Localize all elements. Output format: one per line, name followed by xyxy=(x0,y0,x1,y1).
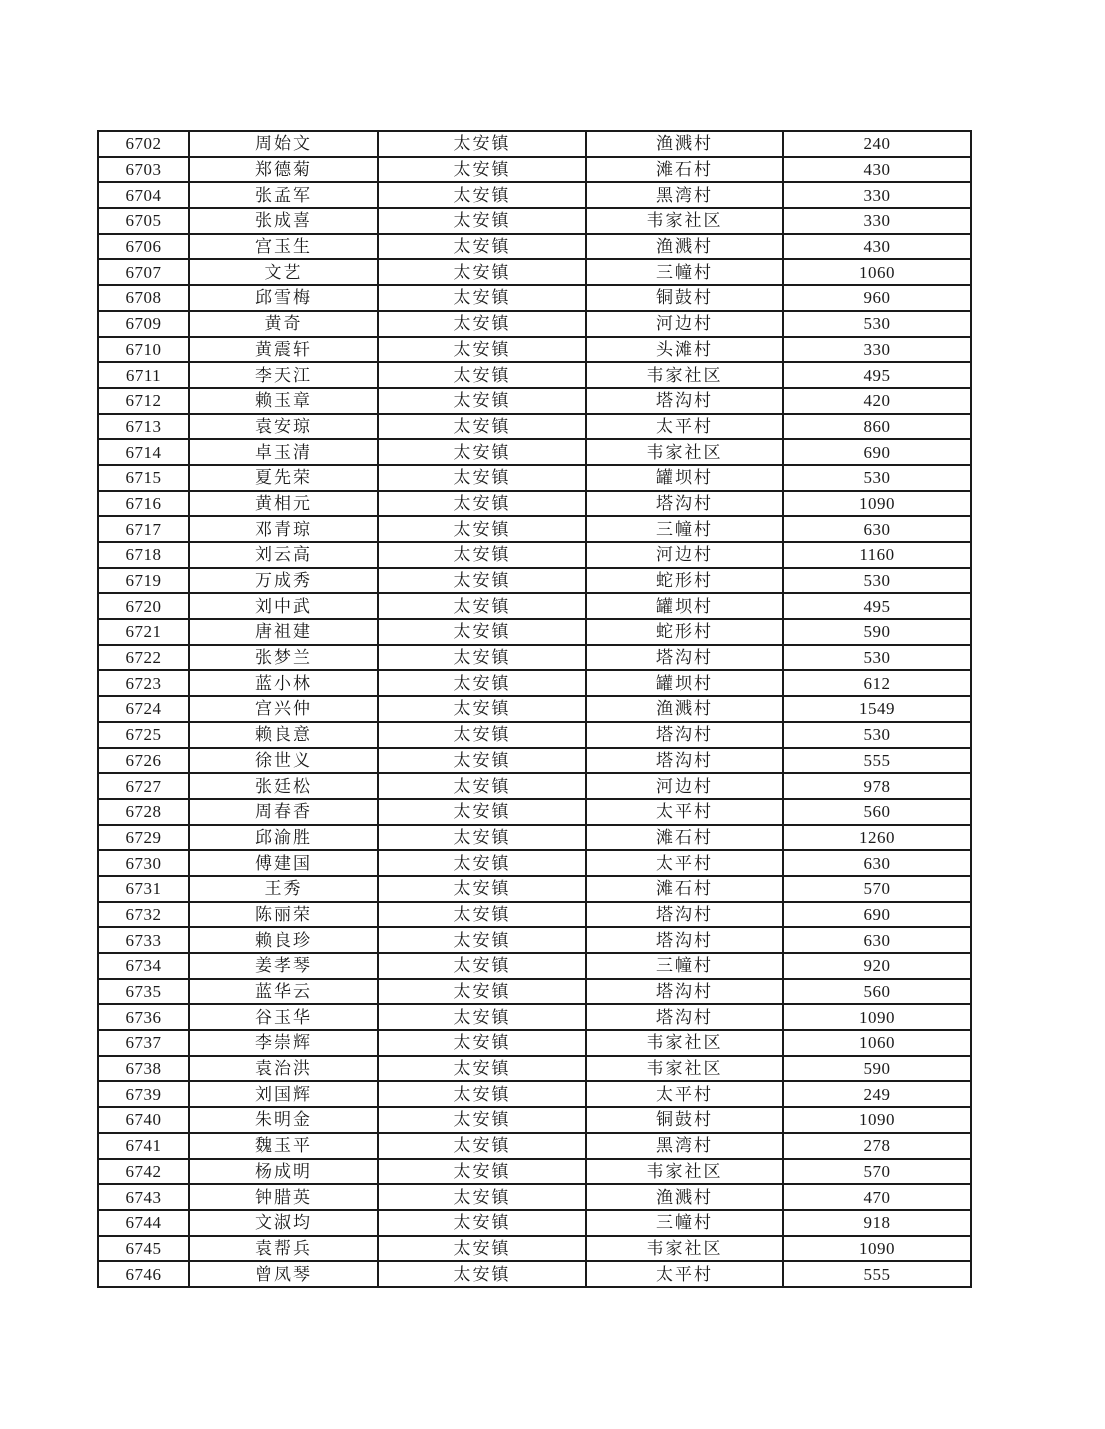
cell-village: 韦家社区 xyxy=(586,1056,783,1082)
cell-town: 太安镇 xyxy=(378,1261,586,1287)
table-row xyxy=(98,362,971,388)
cell-id: 6709 xyxy=(98,311,189,337)
cell-id: 6716 xyxy=(98,491,189,517)
cell-town: 太安镇 xyxy=(378,388,586,414)
cell-town: 太安镇 xyxy=(378,516,586,542)
cell-id: 6704 xyxy=(98,182,189,208)
cell-id: 6702 xyxy=(98,131,189,157)
cell-amount: 1090 xyxy=(783,491,971,517)
cell-village: 三幢村 xyxy=(586,953,783,979)
cell-name: 王秀 xyxy=(189,876,378,902)
table-row xyxy=(98,1081,971,1107)
cell-town: 太安镇 xyxy=(378,645,586,671)
cell-id: 6728 xyxy=(98,799,189,825)
cell-name: 袁治洪 xyxy=(189,1056,378,1082)
cell-village: 头滩村 xyxy=(586,337,783,363)
cell-id: 6726 xyxy=(98,748,189,774)
cell-town: 太安镇 xyxy=(378,748,586,774)
table-row xyxy=(98,1159,971,1185)
cell-village: 蛇形村 xyxy=(586,619,783,645)
table-row xyxy=(98,157,971,183)
cell-id: 6708 xyxy=(98,285,189,311)
table-row xyxy=(98,1236,971,1262)
cell-name: 黄震轩 xyxy=(189,337,378,363)
cell-town: 太安镇 xyxy=(378,568,586,594)
table-row xyxy=(98,1210,971,1236)
cell-id: 6732 xyxy=(98,902,189,928)
cell-amount: 470 xyxy=(783,1184,971,1210)
table-row xyxy=(98,542,971,568)
table-row xyxy=(98,311,971,337)
cell-name: 宫玉生 xyxy=(189,234,378,260)
cell-village: 三幢村 xyxy=(586,1210,783,1236)
cell-amount: 630 xyxy=(783,850,971,876)
cell-id: 6731 xyxy=(98,876,189,902)
table-row xyxy=(98,748,971,774)
cell-amount: 430 xyxy=(783,157,971,183)
table-row xyxy=(98,1261,971,1287)
cell-town: 太安镇 xyxy=(378,773,586,799)
cell-name: 陈丽荣 xyxy=(189,902,378,928)
table-row xyxy=(98,337,971,363)
cell-id: 6737 xyxy=(98,1030,189,1056)
cell-amount: 330 xyxy=(783,337,971,363)
cell-id: 6725 xyxy=(98,722,189,748)
cell-village: 河边村 xyxy=(586,773,783,799)
cell-town: 太安镇 xyxy=(378,1056,586,1082)
table-row xyxy=(98,850,971,876)
table-row xyxy=(98,439,971,465)
table-row xyxy=(98,491,971,517)
cell-village: 渔溅村 xyxy=(586,234,783,260)
cell-village: 太平村 xyxy=(586,799,783,825)
cell-name: 周始文 xyxy=(189,131,378,157)
cell-village: 三幢村 xyxy=(586,516,783,542)
cell-amount: 420 xyxy=(783,388,971,414)
cell-amount: 530 xyxy=(783,645,971,671)
cell-town: 太安镇 xyxy=(378,876,586,902)
cell-id: 6706 xyxy=(98,234,189,260)
cell-town: 太安镇 xyxy=(378,439,586,465)
cell-id: 6729 xyxy=(98,825,189,851)
cell-id: 6745 xyxy=(98,1236,189,1262)
cell-id: 6717 xyxy=(98,516,189,542)
cell-village: 韦家社区 xyxy=(586,1159,783,1185)
cell-village: 塔沟村 xyxy=(586,748,783,774)
table-row xyxy=(98,593,971,619)
cell-amount: 630 xyxy=(783,516,971,542)
cell-village: 塔沟村 xyxy=(586,902,783,928)
cell-id: 6736 xyxy=(98,1004,189,1030)
cell-town: 太安镇 xyxy=(378,902,586,928)
cell-amount: 1060 xyxy=(783,259,971,285)
cell-id: 6739 xyxy=(98,1081,189,1107)
table-row xyxy=(98,1030,971,1056)
cell-amount: 530 xyxy=(783,311,971,337)
cell-id: 6722 xyxy=(98,645,189,671)
cell-town: 太安镇 xyxy=(378,619,586,645)
cell-name: 卓玉清 xyxy=(189,439,378,465)
cell-amount: 1090 xyxy=(783,1236,971,1262)
cell-town: 太安镇 xyxy=(378,979,586,1005)
cell-id: 6724 xyxy=(98,696,189,722)
cell-id: 6719 xyxy=(98,568,189,594)
cell-id: 6713 xyxy=(98,414,189,440)
cell-name: 唐祖建 xyxy=(189,619,378,645)
cell-town: 太安镇 xyxy=(378,850,586,876)
cell-name: 郑德菊 xyxy=(189,157,378,183)
cell-town: 太安镇 xyxy=(378,953,586,979)
cell-amount: 960 xyxy=(783,285,971,311)
cell-name: 傅建国 xyxy=(189,850,378,876)
cell-id: 6712 xyxy=(98,388,189,414)
table-row xyxy=(98,825,971,851)
cell-village: 塔沟村 xyxy=(586,388,783,414)
cell-amount: 330 xyxy=(783,182,971,208)
table-row xyxy=(98,799,971,825)
cell-village: 韦家社区 xyxy=(586,1030,783,1056)
table-row xyxy=(98,876,971,902)
cell-id: 6744 xyxy=(98,1210,189,1236)
table-row xyxy=(98,696,971,722)
cell-name: 刘国辉 xyxy=(189,1081,378,1107)
cell-name: 徐世义 xyxy=(189,748,378,774)
cell-town: 太安镇 xyxy=(378,362,586,388)
cell-amount: 240 xyxy=(783,131,971,157)
cell-name: 周春香 xyxy=(189,799,378,825)
cell-amount: 570 xyxy=(783,1159,971,1185)
cell-name: 张孟军 xyxy=(189,182,378,208)
cell-name: 曾凤琴 xyxy=(189,1261,378,1287)
table-row xyxy=(98,1056,971,1082)
cell-amount: 530 xyxy=(783,568,971,594)
cell-village: 滩石村 xyxy=(586,876,783,902)
cell-village: 太平村 xyxy=(586,850,783,876)
cell-name: 杨成明 xyxy=(189,1159,378,1185)
cell-village: 太平村 xyxy=(586,1081,783,1107)
cell-amount: 860 xyxy=(783,414,971,440)
cell-name: 蓝小林 xyxy=(189,670,378,696)
cell-village: 太平村 xyxy=(586,1261,783,1287)
cell-amount: 612 xyxy=(783,670,971,696)
table-row xyxy=(98,234,971,260)
cell-amount: 1549 xyxy=(783,696,971,722)
cell-amount: 590 xyxy=(783,619,971,645)
cell-village: 渔溅村 xyxy=(586,1184,783,1210)
cell-village: 韦家社区 xyxy=(586,439,783,465)
cell-amount: 530 xyxy=(783,465,971,491)
cell-name: 夏先荣 xyxy=(189,465,378,491)
cell-town: 太安镇 xyxy=(378,337,586,363)
table-row xyxy=(98,414,971,440)
table-row xyxy=(98,285,971,311)
cell-amount: 555 xyxy=(783,1261,971,1287)
cell-village: 罐坝村 xyxy=(586,465,783,491)
cell-amount: 495 xyxy=(783,593,971,619)
cell-town: 太安镇 xyxy=(378,1236,586,1262)
table-row xyxy=(98,1184,971,1210)
cell-name: 邱雪梅 xyxy=(189,285,378,311)
table-row xyxy=(98,927,971,953)
cell-id: 6740 xyxy=(98,1107,189,1133)
cell-name: 李崇辉 xyxy=(189,1030,378,1056)
cell-village: 太平村 xyxy=(586,414,783,440)
cell-name: 邱渝胜 xyxy=(189,825,378,851)
cell-village: 铜鼓村 xyxy=(586,285,783,311)
cell-amount: 560 xyxy=(783,979,971,1005)
cell-name: 赖良意 xyxy=(189,722,378,748)
cell-village: 三幢村 xyxy=(586,259,783,285)
cell-town: 太安镇 xyxy=(378,182,586,208)
cell-id: 6707 xyxy=(98,259,189,285)
cell-village: 河边村 xyxy=(586,311,783,337)
cell-village: 滩石村 xyxy=(586,157,783,183)
cell-town: 太安镇 xyxy=(378,927,586,953)
cell-id: 6730 xyxy=(98,850,189,876)
cell-village: 罐坝村 xyxy=(586,593,783,619)
cell-id: 6727 xyxy=(98,773,189,799)
cell-town: 太安镇 xyxy=(378,542,586,568)
table-row xyxy=(98,1133,971,1159)
cell-name: 蓝华云 xyxy=(189,979,378,1005)
cell-town: 太安镇 xyxy=(378,259,586,285)
cell-amount: 249 xyxy=(783,1081,971,1107)
cell-town: 太安镇 xyxy=(378,1159,586,1185)
cell-amount: 278 xyxy=(783,1133,971,1159)
cell-id: 6718 xyxy=(98,542,189,568)
cell-village: 塔沟村 xyxy=(586,491,783,517)
table-row xyxy=(98,953,971,979)
cell-town: 太安镇 xyxy=(378,1107,586,1133)
cell-town: 太安镇 xyxy=(378,799,586,825)
table-row xyxy=(98,773,971,799)
cell-name: 文淑均 xyxy=(189,1210,378,1236)
records-table-body xyxy=(98,131,971,1287)
cell-amount: 690 xyxy=(783,439,971,465)
cell-town: 太安镇 xyxy=(378,234,586,260)
cell-village: 塔沟村 xyxy=(586,722,783,748)
table-row xyxy=(98,182,971,208)
cell-name: 袁安琼 xyxy=(189,414,378,440)
cell-name: 黄相元 xyxy=(189,491,378,517)
cell-id: 6743 xyxy=(98,1184,189,1210)
cell-name: 谷玉华 xyxy=(189,1004,378,1030)
cell-town: 太安镇 xyxy=(378,1133,586,1159)
cell-town: 太安镇 xyxy=(378,593,586,619)
cell-name: 张成喜 xyxy=(189,208,378,234)
table-row xyxy=(98,1107,971,1133)
cell-id: 6710 xyxy=(98,337,189,363)
cell-id: 6705 xyxy=(98,208,189,234)
table-row xyxy=(98,619,971,645)
cell-id: 6723 xyxy=(98,670,189,696)
cell-town: 太安镇 xyxy=(378,1210,586,1236)
cell-amount: 560 xyxy=(783,799,971,825)
cell-name: 文艺 xyxy=(189,259,378,285)
table-row xyxy=(98,902,971,928)
table-row xyxy=(98,388,971,414)
cell-amount: 1090 xyxy=(783,1004,971,1030)
cell-village: 滩石村 xyxy=(586,825,783,851)
cell-village: 塔沟村 xyxy=(586,927,783,953)
cell-village: 韦家社区 xyxy=(586,362,783,388)
table-row xyxy=(98,208,971,234)
table-row xyxy=(98,465,971,491)
cell-id: 6734 xyxy=(98,953,189,979)
table-row xyxy=(98,131,971,157)
cell-village: 罐坝村 xyxy=(586,670,783,696)
cell-name: 张廷松 xyxy=(189,773,378,799)
cell-amount: 590 xyxy=(783,1056,971,1082)
cell-amount: 1060 xyxy=(783,1030,971,1056)
cell-town: 太安镇 xyxy=(378,208,586,234)
table-row xyxy=(98,722,971,748)
cell-id: 6735 xyxy=(98,979,189,1005)
cell-town: 太安镇 xyxy=(378,285,586,311)
table-row xyxy=(98,516,971,542)
cell-name: 赖玉章 xyxy=(189,388,378,414)
cell-village: 塔沟村 xyxy=(586,979,783,1005)
cell-id: 6714 xyxy=(98,439,189,465)
cell-id: 6741 xyxy=(98,1133,189,1159)
cell-village: 韦家社区 xyxy=(586,1236,783,1262)
cell-name: 刘中武 xyxy=(189,593,378,619)
cell-town: 太安镇 xyxy=(378,696,586,722)
table-row xyxy=(98,259,971,285)
cell-village: 黑湾村 xyxy=(586,182,783,208)
cell-village: 塔沟村 xyxy=(586,1004,783,1030)
cell-name: 姜孝琴 xyxy=(189,953,378,979)
cell-town: 太安镇 xyxy=(378,722,586,748)
table-row xyxy=(98,979,971,1005)
cell-town: 太安镇 xyxy=(378,1004,586,1030)
table-row xyxy=(98,1004,971,1030)
cell-name: 宫兴仲 xyxy=(189,696,378,722)
cell-town: 太安镇 xyxy=(378,1184,586,1210)
cell-amount: 1260 xyxy=(783,825,971,851)
cell-village: 河边村 xyxy=(586,542,783,568)
cell-id: 6738 xyxy=(98,1056,189,1082)
cell-amount: 570 xyxy=(783,876,971,902)
cell-town: 太安镇 xyxy=(378,311,586,337)
cell-amount: 690 xyxy=(783,902,971,928)
cell-name: 赖良珍 xyxy=(189,927,378,953)
cell-village: 蛇形村 xyxy=(586,568,783,594)
cell-amount: 920 xyxy=(783,953,971,979)
cell-amount: 1090 xyxy=(783,1107,971,1133)
cell-name: 张梦兰 xyxy=(189,645,378,671)
cell-name: 朱明金 xyxy=(189,1107,378,1133)
cell-village: 黑湾村 xyxy=(586,1133,783,1159)
cell-town: 太安镇 xyxy=(378,491,586,517)
cell-name: 万成秀 xyxy=(189,568,378,594)
cell-amount: 1160 xyxy=(783,542,971,568)
cell-amount: 430 xyxy=(783,234,971,260)
table-row xyxy=(98,568,971,594)
cell-amount: 530 xyxy=(783,722,971,748)
cell-amount: 918 xyxy=(783,1210,971,1236)
records-table xyxy=(97,130,972,1288)
cell-name: 钟腊英 xyxy=(189,1184,378,1210)
cell-town: 太安镇 xyxy=(378,670,586,696)
cell-village: 塔沟村 xyxy=(586,645,783,671)
cell-amount: 495 xyxy=(783,362,971,388)
cell-id: 6742 xyxy=(98,1159,189,1185)
cell-id: 6720 xyxy=(98,593,189,619)
cell-town: 太安镇 xyxy=(378,414,586,440)
table-row xyxy=(98,645,971,671)
cell-village: 铜鼓村 xyxy=(586,1107,783,1133)
cell-id: 6715 xyxy=(98,465,189,491)
cell-name: 魏玉平 xyxy=(189,1133,378,1159)
cell-town: 太安镇 xyxy=(378,465,586,491)
cell-amount: 630 xyxy=(783,927,971,953)
cell-id: 6711 xyxy=(98,362,189,388)
cell-town: 太安镇 xyxy=(378,1030,586,1056)
cell-name: 刘云高 xyxy=(189,542,378,568)
cell-amount: 555 xyxy=(783,748,971,774)
cell-name: 黄奇 xyxy=(189,311,378,337)
cell-name: 邓青琼 xyxy=(189,516,378,542)
cell-name: 李天江 xyxy=(189,362,378,388)
cell-village: 渔溅村 xyxy=(586,131,783,157)
cell-town: 太安镇 xyxy=(378,825,586,851)
cell-town: 太安镇 xyxy=(378,157,586,183)
cell-town: 太安镇 xyxy=(378,131,586,157)
cell-id: 6703 xyxy=(98,157,189,183)
cell-id: 6746 xyxy=(98,1261,189,1287)
cell-name: 袁帮兵 xyxy=(189,1236,378,1262)
table-row xyxy=(98,670,971,696)
cell-id: 6733 xyxy=(98,927,189,953)
cell-village: 渔溅村 xyxy=(586,696,783,722)
cell-village: 韦家社区 xyxy=(586,208,783,234)
cell-id: 6721 xyxy=(98,619,189,645)
cell-town: 太安镇 xyxy=(378,1081,586,1107)
cell-amount: 330 xyxy=(783,208,971,234)
cell-amount: 978 xyxy=(783,773,971,799)
